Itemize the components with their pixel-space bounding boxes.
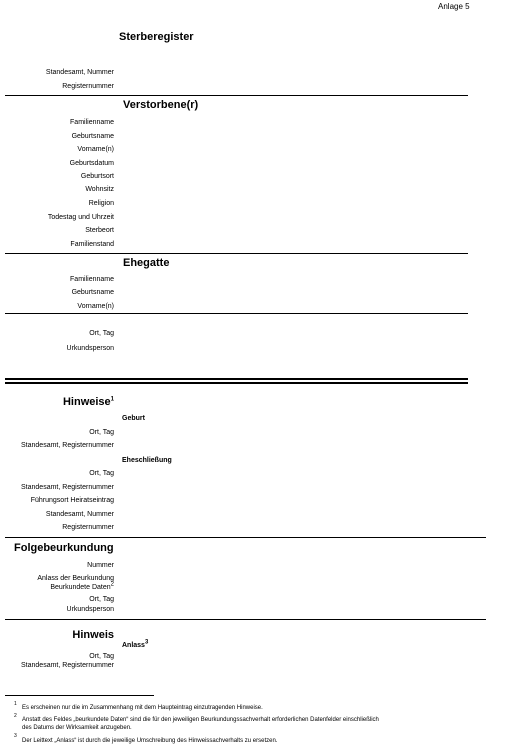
double-rule-bottom [5, 382, 468, 384]
marriage-label-standesamt-registernummer: Standesamt, Registernummer [21, 484, 114, 491]
footnote-ref-1: 1 [110, 396, 114, 403]
divider [5, 253, 468, 254]
annex-label: Anlage 5 [438, 2, 470, 11]
deceased-label-familienname: Familienname [70, 119, 114, 126]
followup-label-anlass: Anlass der Beurkundung [37, 575, 114, 582]
followup-heading: Folgebeurkundung [14, 542, 114, 554]
followup-label-ort-tag: Ort, Tag [89, 596, 114, 603]
deceased-label-geburtsort: Geburtsort [80, 173, 114, 180]
marriage-label-ort-tag: Ort, Tag [89, 470, 114, 477]
note-heading: Hinweis [72, 629, 114, 641]
notes-marriage-subheading: Eheschließung [122, 457, 172, 464]
deceased-label-sterbeort: Sterbeort [85, 227, 114, 234]
divider [5, 619, 486, 620]
spouse-label-familienname: Familienname [70, 276, 114, 283]
followup-label-nummer: Nummer [87, 562, 114, 569]
deceased-label-religion: Religion [88, 200, 114, 207]
followup-label-beurkundete-daten: Beurkundete Daten$^2$ [50, 581, 114, 591]
deceased-label-geburtsdatum: Geburtsdatum [69, 160, 114, 167]
signature-label-urkundsperson: Urkundsperson [66, 345, 114, 352]
deceased-label-todestag: Todestag und Uhrzeit [47, 214, 114, 221]
divider [5, 537, 486, 538]
divider [5, 95, 468, 96]
signature-label-ort-tag: Ort, Tag [89, 330, 114, 337]
spouse-label-vornamen: Vorname(n) [77, 303, 114, 310]
deceased-heading: Verstorbene(r) [123, 99, 199, 111]
register-title: Sterberegister [119, 31, 194, 43]
marriage-label-registernummer: Registernummer [62, 524, 114, 531]
footnote-number-3: 3 [14, 733, 17, 739]
spouse-label-geburtsname: Geburtsname [71, 289, 114, 296]
notes-heading: Hinweise$^1$ [62, 396, 114, 408]
footnote-number-1: 1 [14, 701, 17, 707]
field-label-standesamt-nummer: Standesamt, Nummer [45, 69, 114, 76]
birth-label-standesamt-registernummer: Standesamt, Registernummer [21, 442, 114, 449]
footnote-text-2-cont: des Datums der Wirksamkeit anzugeben. [22, 725, 132, 731]
birth-label-ort-tag: Ort, Tag [89, 429, 114, 436]
marriage-label-standesamt-nummer: Standesamt, Nummer [45, 511, 114, 518]
divider [5, 313, 468, 314]
footnote-number-2: 2 [14, 713, 17, 719]
double-rule-top [5, 378, 468, 380]
field-label-registernummer: Registernummer [62, 83, 114, 90]
deceased-label-vornamen: Vorname(n) [77, 146, 114, 153]
deceased-label-wohnsitz: Wohnsitz [85, 186, 114, 193]
footnote-text-2: Anstatt des Feldes „beurkundete Daten“ sind die für den jeweiligen Beurkundungssachverhalt erforderlichen Datenfelder einschließlich [22, 717, 379, 723]
note-label-standesamt-registernummer: Standesamt, Registernummer [21, 662, 114, 669]
footnote-text-3: Der Leittext „Anlass“ ist durch die jeweilige Umschreibung des Hinweissachverhalts zu ersetzen. [22, 738, 278, 744]
spouse-heading: Ehegatte [123, 257, 170, 269]
footnote-ref-2: 2 [110, 581, 114, 588]
notes-birth-subheading: Geburt [122, 415, 145, 422]
marriage-label-fuehrungsort: Führungsort Heiratseintrag [30, 497, 114, 504]
footnote-text-1: Es erscheinen nur die im Zusammenhang mit dem Haupteintrag einzutragenden Hinweise. [22, 705, 263, 711]
followup-label-urkundsperson: Urkundsperson [66, 606, 114, 613]
note-label-ort-tag: Ort, Tag [89, 653, 114, 660]
deceased-label-familienstand: Familienstand [70, 241, 114, 248]
footnote-separator [5, 695, 154, 696]
footnote-ref-3: 3 [144, 639, 149, 646]
deceased-label-geburtsname: Geburtsname [71, 133, 114, 140]
note-subheading: Anlass$^3$ [122, 639, 149, 649]
